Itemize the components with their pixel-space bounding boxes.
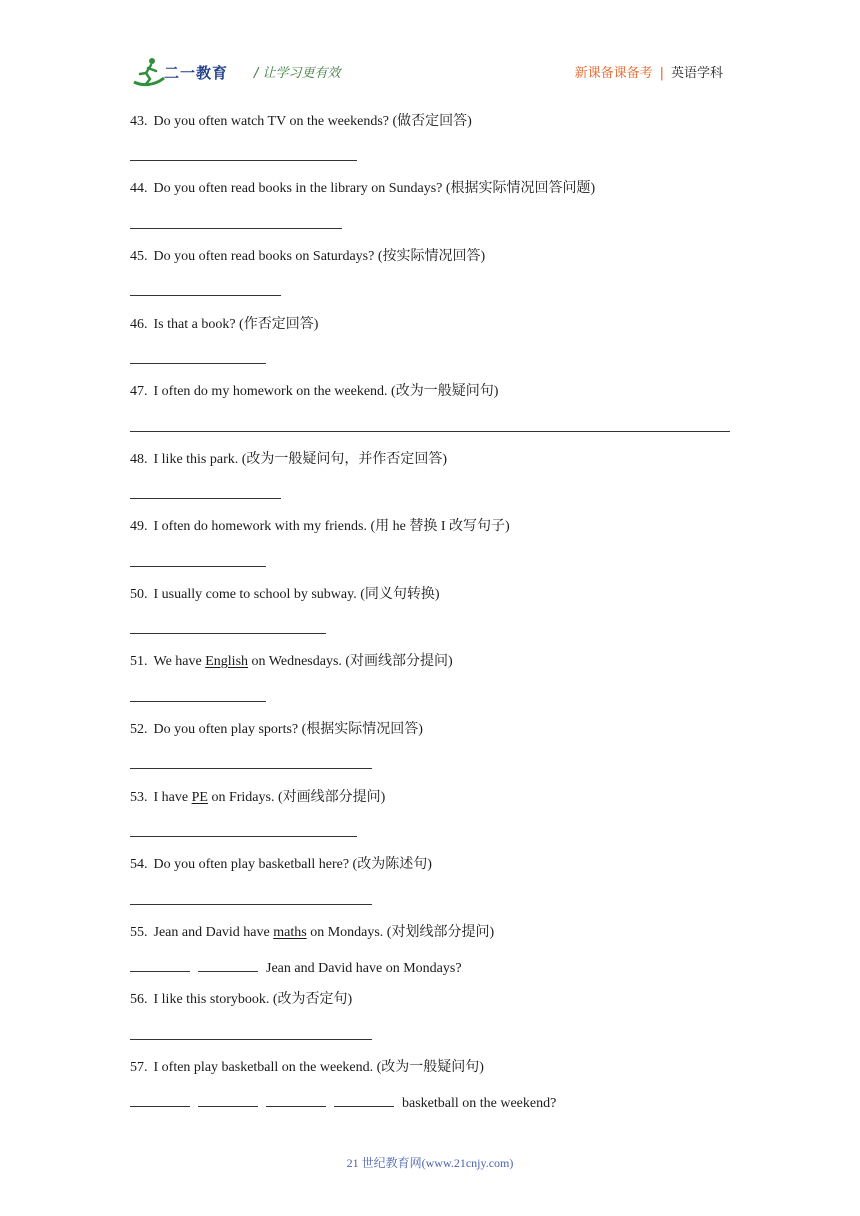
brand-tagline bbox=[575, 62, 723, 81]
answer-line-43[interactable] bbox=[130, 160, 357, 161]
answer-line-56[interactable] bbox=[130, 1039, 372, 1040]
answer-blank[interactable] bbox=[198, 958, 258, 972]
question-number: 56. bbox=[130, 992, 148, 1007]
page-footer: 21 世纪教育网(www.21cnjy.com) bbox=[346, 1156, 514, 1170]
brand-left-text: 新课备课备考 bbox=[574, 66, 653, 81]
question-45 bbox=[130, 248, 485, 266]
question-55 bbox=[130, 924, 494, 942]
question-text: I usually come to school by subway. (同义句转换) bbox=[153, 587, 440, 602]
logo-text: 二一教育 bbox=[164, 64, 229, 82]
question-number: 53. bbox=[130, 790, 148, 805]
runner-logo-icon bbox=[132, 56, 166, 90]
question-text-post: on Mondays. (对划线部分提问) bbox=[306, 925, 495, 940]
answer-line-53[interactable] bbox=[130, 836, 357, 837]
question-52 bbox=[130, 721, 423, 739]
answer-tail: Jean and David have on Mondays? bbox=[266, 961, 462, 976]
question-text: Is that a book? (作否定回答) bbox=[153, 317, 319, 332]
brand-subject: 英语学科 bbox=[670, 66, 723, 81]
question-text: Do you often read books in the library on Sundays? (根据实际情况回答问题) bbox=[153, 181, 596, 196]
answer-row-55 bbox=[130, 958, 462, 978]
page-header bbox=[0, 0, 860, 100]
question-44 bbox=[130, 180, 595, 198]
question-49 bbox=[130, 518, 510, 536]
answer-row-57 bbox=[130, 1093, 556, 1113]
question-text: I often do homework with my friends. (用 he 替换 I 改写句子) bbox=[153, 519, 510, 534]
question-51 bbox=[130, 653, 453, 671]
question-number: 55. bbox=[130, 925, 148, 940]
answer-line-51[interactable] bbox=[130, 701, 266, 702]
answer-tail: basketball on the weekend? bbox=[402, 1096, 557, 1111]
question-number: 43. bbox=[130, 114, 148, 129]
answer-line-49[interactable] bbox=[130, 566, 266, 567]
question-57 bbox=[130, 1059, 484, 1077]
answer-line-47[interactable] bbox=[130, 431, 730, 432]
question-47 bbox=[130, 383, 498, 401]
question-number: 54. bbox=[130, 857, 148, 872]
question-number: 50. bbox=[130, 587, 148, 602]
question-text-pre: I have bbox=[153, 790, 192, 805]
question-43 bbox=[130, 113, 472, 131]
question-number: 46. bbox=[130, 317, 148, 332]
answer-line-48[interactable] bbox=[130, 498, 281, 499]
question-text-pre: Jean and David have bbox=[153, 925, 274, 940]
question-number: 52. bbox=[130, 722, 148, 737]
question-text: I like this storybook. (改为否定句) bbox=[153, 992, 353, 1007]
underlined-word: maths bbox=[273, 925, 307, 940]
question-text: I often do my homework on the weekend. (改为一般疑问句) bbox=[153, 384, 499, 399]
answer-line-50[interactable] bbox=[130, 633, 326, 634]
answer-blank[interactable] bbox=[266, 1093, 326, 1107]
answer-blank[interactable] bbox=[130, 1093, 190, 1107]
answer-line-52[interactable] bbox=[130, 768, 372, 769]
question-54 bbox=[130, 856, 432, 874]
question-50 bbox=[130, 586, 440, 604]
question-text: I often play basketball on the weekend. (改为一般疑问句) bbox=[153, 1060, 484, 1075]
question-number: 51. bbox=[130, 654, 148, 669]
question-number: 57. bbox=[130, 1060, 148, 1075]
question-number: 49. bbox=[130, 519, 148, 534]
answer-line-46[interactable] bbox=[130, 363, 266, 364]
question-48 bbox=[130, 451, 447, 469]
question-text-post: on Fridays. (对画线部分提问) bbox=[207, 790, 386, 805]
question-53 bbox=[130, 789, 385, 807]
answer-blank[interactable] bbox=[130, 958, 190, 972]
question-text-pre: We have bbox=[153, 654, 206, 669]
underlined-word: English bbox=[205, 654, 249, 669]
underlined-word: PE bbox=[191, 790, 208, 805]
question-text: Do you often watch TV on the weekends? (做否定回答) bbox=[153, 114, 472, 129]
answer-blank[interactable] bbox=[198, 1093, 258, 1107]
question-text: I like this park. (改为一般疑问句，并作否定回答) bbox=[153, 452, 448, 467]
answer-line-44[interactable] bbox=[130, 228, 342, 229]
slogan: / 让学习更有效 bbox=[254, 66, 341, 81]
question-text: Do you often read books on Saturdays? (按实际情况回答) bbox=[153, 249, 486, 264]
logo bbox=[132, 56, 244, 90]
brand-separator: | bbox=[659, 66, 664, 81]
answer-blank[interactable] bbox=[334, 1093, 394, 1107]
question-text: Do you often play basketball here? (改为陈述句) bbox=[153, 857, 432, 872]
question-text: Do you often play sports? (根据实际情况回答) bbox=[153, 722, 423, 737]
question-number: 44. bbox=[130, 181, 148, 196]
question-number: 45. bbox=[130, 249, 148, 264]
question-56 bbox=[130, 991, 352, 1009]
question-text-post: on Wednesdays. (对画线部分提问) bbox=[248, 654, 453, 669]
question-number: 48. bbox=[130, 452, 148, 467]
answer-line-45[interactable] bbox=[130, 295, 281, 296]
answer-line-54[interactable] bbox=[130, 904, 372, 905]
question-46 bbox=[130, 316, 318, 334]
question-number: 47. bbox=[130, 384, 148, 399]
